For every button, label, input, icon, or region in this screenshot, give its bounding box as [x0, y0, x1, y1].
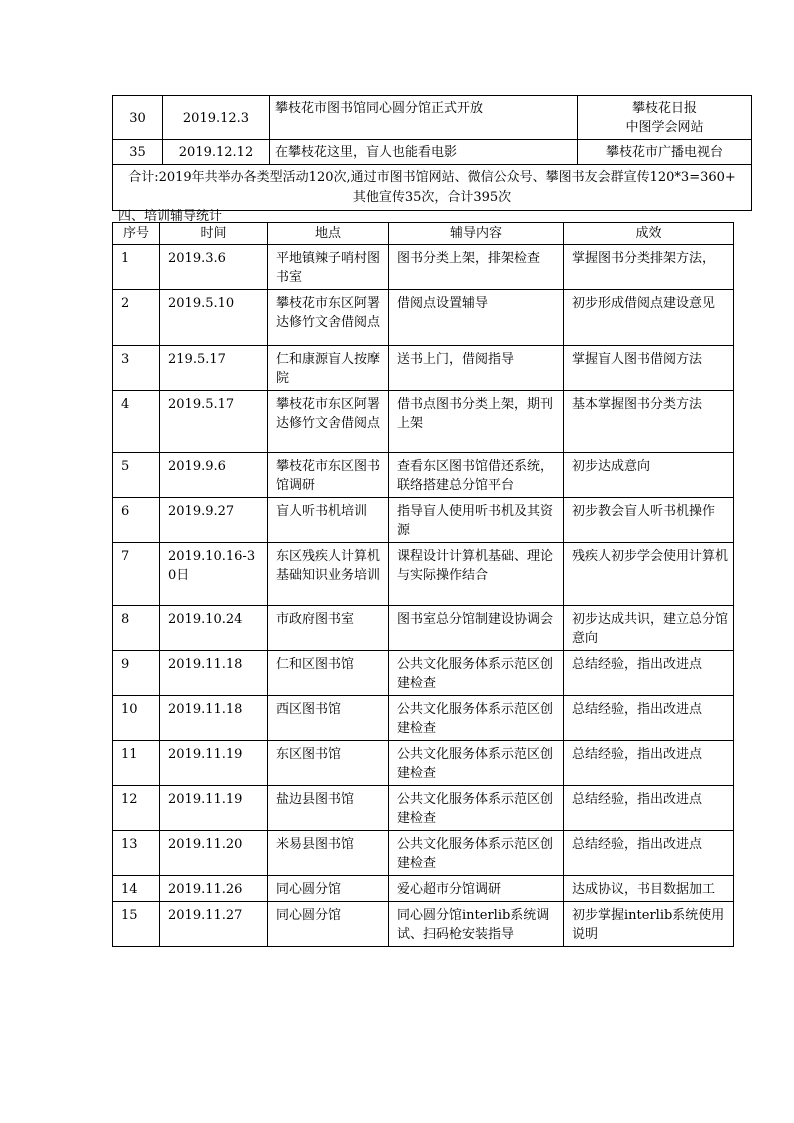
- row-content: 公共文化服务体系示范区创建检查: [389, 651, 564, 696]
- row-date: 2019.12.3: [163, 96, 270, 140]
- table-row: [113, 140, 752, 165]
- row-content: 同心圆分馆interlib系统调试、扫码枪安装指导: [389, 902, 564, 947]
- row-content: 借书点图书分类上架，期刊上架: [389, 391, 564, 453]
- row-place: 市政府图书室: [268, 606, 389, 651]
- row-content: 公共文化服务体系示范区创建检查: [389, 831, 564, 876]
- row-date: 2019.12.12: [163, 140, 270, 165]
- row-result: 初步教会盲人听书机操作: [564, 498, 734, 543]
- row-result: 总结经验，指出改进点: [564, 831, 734, 876]
- media-name: 中图学会网站: [625, 120, 704, 135]
- row-date: 2019.5.17: [160, 391, 268, 453]
- table-row: [113, 696, 734, 741]
- table-row: [113, 453, 734, 498]
- row-number: 1: [113, 245, 160, 290]
- table-row: [113, 346, 734, 391]
- row-result: 掌握盲人图书借阅方法: [564, 346, 734, 391]
- row-content: 图书室总分馆制建设协调会: [389, 606, 564, 651]
- row-media: 攀枝花市广播电视台: [578, 140, 752, 165]
- row-number: 4: [113, 391, 160, 453]
- table-row: [113, 96, 752, 140]
- row-place: 仁和康源盲人按摩院: [268, 346, 389, 391]
- publicity-summary: [113, 165, 752, 211]
- row-result: 总结经验，指出改进点: [564, 741, 734, 786]
- row-place: 西区图书馆: [268, 696, 389, 741]
- row-content: 课程设计计算机基础、理论与实际操作结合: [389, 543, 564, 606]
- header-number: 序号: [113, 223, 160, 245]
- row-number: 15: [113, 902, 160, 947]
- header-place: 地点: [268, 223, 389, 245]
- table-row: [113, 290, 734, 346]
- table-row: [113, 245, 734, 290]
- row-date: 2019.9.6: [160, 453, 268, 498]
- row-place: 攀枝花市东区阿署达修竹文舍借阅点: [268, 290, 389, 346]
- row-content: 送书上门，借阅指导: [389, 346, 564, 391]
- media-name: 攀枝花日报: [631, 101, 697, 116]
- row-content: 查看东区图书馆借还系统，联络搭建总分馆平台: [389, 453, 564, 498]
- row-result: 基本掌握图书分类方法: [564, 391, 734, 453]
- row-place: 攀枝花市东区图书馆调研: [268, 453, 389, 498]
- row-date: 2019.11.20: [160, 831, 268, 876]
- summary-row: [113, 165, 752, 211]
- row-place: 同心圆分馆: [268, 902, 389, 947]
- row-content: 公共文化服务体系示范区创建检查: [389, 696, 564, 741]
- row-number: 14: [113, 876, 160, 902]
- row-content: 指导盲人使用听书机及其资源: [389, 498, 564, 543]
- row-date: 2019.11.26: [160, 876, 268, 902]
- row-result: 总结经验，指出改进点: [564, 651, 734, 696]
- section-heading: 四、培训辅导统计: [118, 209, 223, 224]
- row-content: 图书分类上架，排架检查: [389, 245, 564, 290]
- row-media: [578, 96, 752, 140]
- row-result: 初步达成意向: [564, 453, 734, 498]
- row-number: 5: [113, 453, 160, 498]
- row-result: 总结经验，指出改进点: [564, 786, 734, 831]
- row-title: 在攀枝花这里，盲人也能看电影: [270, 140, 578, 165]
- row-number: 8: [113, 606, 160, 651]
- row-number: 6: [113, 498, 160, 543]
- row-number: 11: [113, 741, 160, 786]
- row-result: 初步形成借阅点建设意见: [564, 290, 734, 346]
- table-row: [113, 606, 734, 651]
- table-row: [113, 831, 734, 876]
- row-date: 2019.11.19: [160, 741, 268, 786]
- row-content: 爱心超市分馆调研: [389, 876, 564, 902]
- row-number: 10: [113, 696, 160, 741]
- training-table: [112, 222, 734, 947]
- row-result: 初步掌握interlib系统使用说明: [564, 902, 734, 947]
- row-place: 平地镇辣子哨村图书室: [268, 245, 389, 290]
- table-header-row: [113, 223, 734, 245]
- row-date: 2019.9.27: [160, 498, 268, 543]
- row-content: 公共文化服务体系示范区创建检查: [389, 741, 564, 786]
- summary-line: 合计:2019年共举办各类型活动120次,通过市图书馆网站、微信公众号、攀图书友会群宣传120*3=360+: [128, 170, 736, 185]
- row-place: 攀枝花市东区阿署达修竹文舍借阅点: [268, 391, 389, 453]
- row-date: 2019.11.18: [160, 696, 268, 741]
- table-row: [113, 391, 734, 453]
- header-date: 时间: [160, 223, 268, 245]
- row-content: 借阅点设置辅导: [389, 290, 564, 346]
- row-result: 残疾人初步学会使用计算机: [564, 543, 734, 606]
- row-result: 总结经验，指出改进点: [564, 696, 734, 741]
- row-date: 2019.10.24: [160, 606, 268, 651]
- table-row: [113, 876, 734, 902]
- row-place: 盲人听书机培训: [268, 498, 389, 543]
- row-number: 35: [113, 140, 163, 165]
- row-content: 公共文化服务体系示范区创建检查: [389, 786, 564, 831]
- row-date: 219.5.17: [160, 346, 268, 391]
- row-place: 东区图书馆: [268, 741, 389, 786]
- row-number: 2: [113, 290, 160, 346]
- row-result: 达成协议，书目数据加工: [564, 876, 734, 902]
- header-result: 成效: [564, 223, 734, 245]
- row-number: 9: [113, 651, 160, 696]
- row-date: 2019.11.18: [160, 651, 268, 696]
- header-content: 辅导内容: [389, 223, 564, 245]
- row-place: 东区残疾人计算机基础知识业务培训: [268, 543, 389, 606]
- table-row: [113, 498, 734, 543]
- table-row: [113, 741, 734, 786]
- row-place: 米易县图书馆: [268, 831, 389, 876]
- row-title: 攀枝花市图书馆同心圆分馆正式开放: [270, 96, 578, 140]
- publicity-table: [112, 95, 752, 211]
- row-number: 3: [113, 346, 160, 391]
- row-number: 13: [113, 831, 160, 876]
- row-date: 2019.3.6: [160, 245, 268, 290]
- row-number: 30: [113, 96, 163, 140]
- row-number: 7: [113, 543, 160, 606]
- table-row: [113, 902, 734, 947]
- table-row: [113, 786, 734, 831]
- summary-line: 其他宣传35次，合计395次: [352, 190, 512, 205]
- row-place: 仁和区图书馆: [268, 651, 389, 696]
- table-row: [113, 543, 734, 606]
- row-result: 掌握图书分类排架方法，: [564, 245, 734, 290]
- row-date: 2019.11.19: [160, 786, 268, 831]
- row-place: 同心圆分馆: [268, 876, 389, 902]
- table-row: [113, 651, 734, 696]
- row-date: 2019.5.10: [160, 290, 268, 346]
- row-place: 盐边县图书馆: [268, 786, 389, 831]
- row-date: 2019.11.27: [160, 902, 268, 947]
- row-number: 12: [113, 786, 160, 831]
- row-date: 2019.10.16-30日: [160, 543, 268, 606]
- row-result: 初步达成共识，建立总分馆意向: [564, 606, 734, 651]
